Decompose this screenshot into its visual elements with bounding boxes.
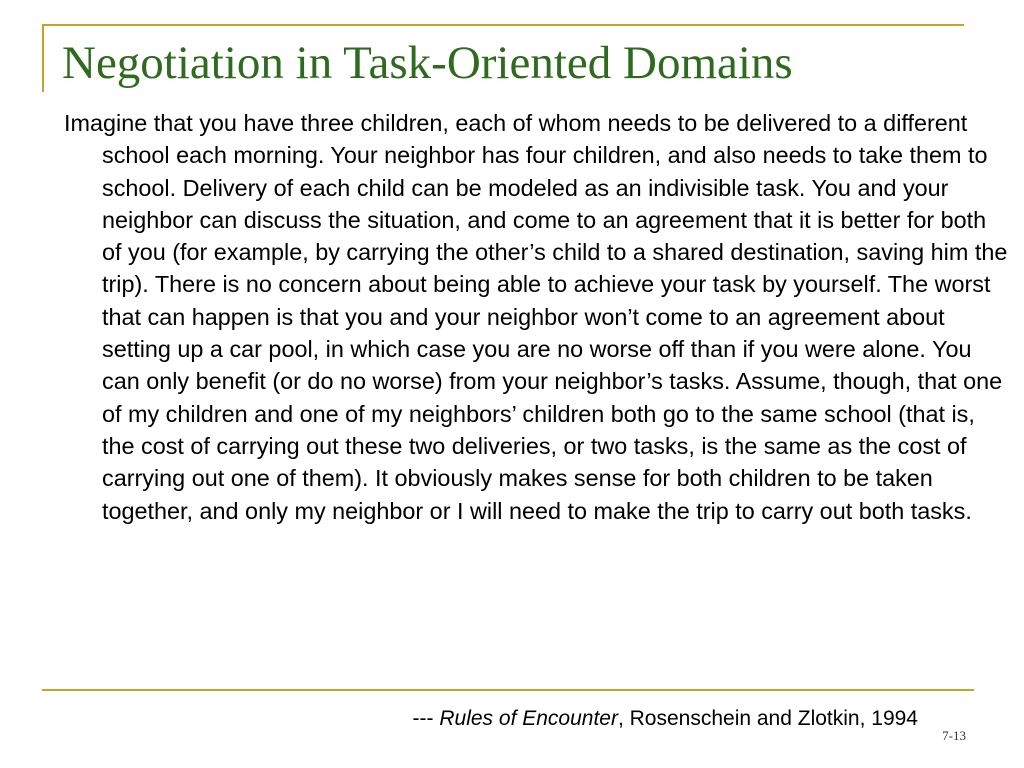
bottom-rule — [42, 689, 974, 691]
slide-number: 7-13 — [942, 728, 966, 743]
slide-title: Negotiation in Task-Oriented Domains — [62, 37, 793, 89]
citation — [413, 705, 918, 733]
citation-work-title: Rules of Encounter — [439, 707, 618, 730]
left-rule — [42, 24, 44, 92]
citation-authors: , Rosenschein and Zlotkin, 1994 — [617, 707, 918, 730]
body-paragraph: Imagine that you have three children, each of whom needs to be delivered to a different school each morning. Your neighbor has four children, and also needs to take them to school. Delivery of each child can be modeled as an indivisible task. You and your neighbor can discuss the situation, and come to an agreement that it is better for both of you (for example, by carrying the other’s child to a shared destination, saving him the trip). There is no concern about being able to achieve your task by yourself. The worst that can happen is that you and your neighbor won’t come to an agreement about setting up a car pool, in which case you are no worse off than if you were alone. You can only benefit (or do no worse) from your neighbor’s tasks. Assume, though, that one of my children and one of my neighbors’ children both go to the same school (that is, the cost of carrying out these two deliveries, or two tasks, is the same as the cost of carrying out one of them). It obviously makes sense for both children to be taken together, and only my neighbor or I will need to make the trip to carry out both tasks. — [64, 110, 1008, 524]
top-rule — [42, 24, 964, 26]
citation-prefix: --- — [412, 707, 440, 730]
